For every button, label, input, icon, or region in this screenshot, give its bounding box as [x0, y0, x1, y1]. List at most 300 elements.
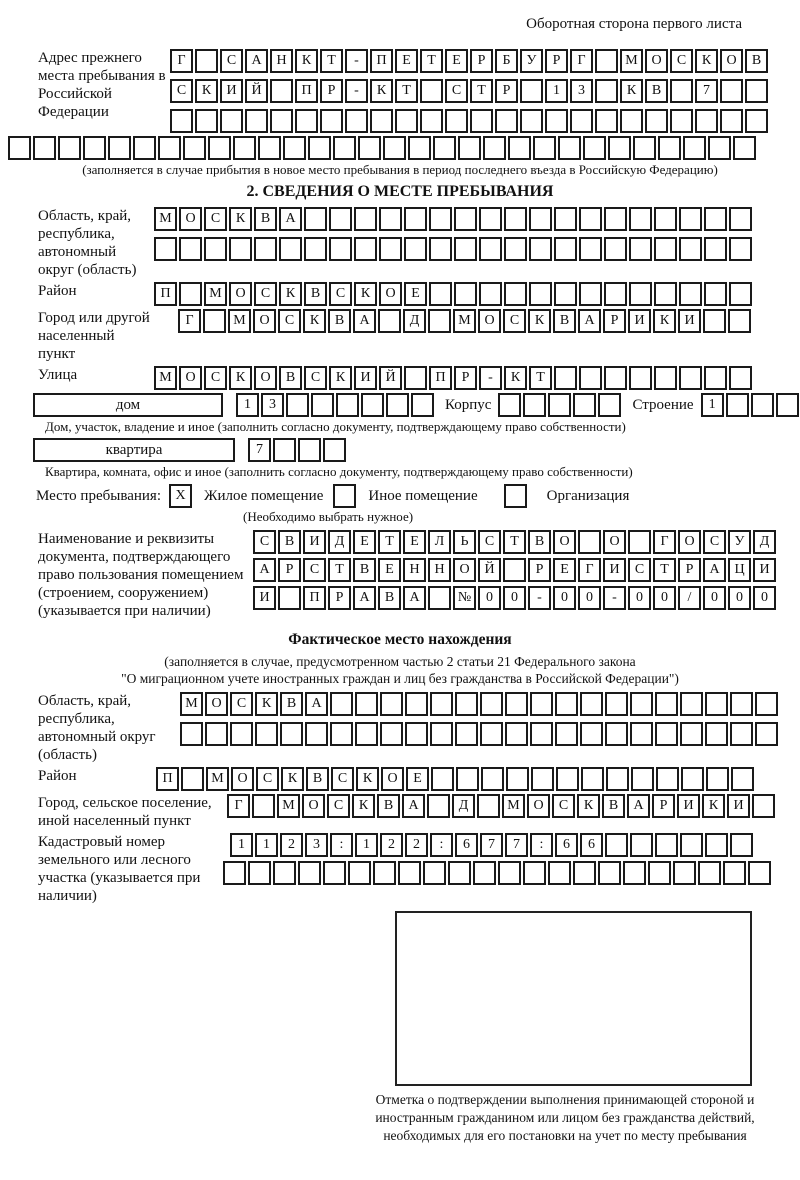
char-box: Е [395, 49, 418, 73]
char-box: С [304, 366, 327, 390]
char-box [320, 109, 343, 133]
char-box [380, 692, 403, 716]
char-box: Г [170, 49, 193, 73]
char-box [180, 722, 203, 746]
char-box: 1 [545, 79, 568, 103]
char-box [681, 767, 704, 791]
char-box: О [720, 49, 743, 73]
char-box: С [552, 794, 575, 818]
char-box [254, 237, 277, 261]
char-box: С [445, 79, 468, 103]
char-box: 1 [230, 833, 253, 857]
char-box [431, 767, 454, 791]
char-box [170, 109, 193, 133]
char-box [748, 861, 771, 885]
char-box [776, 393, 799, 417]
char-box: О [527, 794, 550, 818]
char-box: - [479, 366, 502, 390]
char-box: X [169, 484, 192, 508]
char-box [554, 282, 577, 306]
char-box [158, 136, 181, 160]
char-box [378, 309, 401, 333]
char-box: 3 [570, 79, 593, 103]
char-box: Н [270, 49, 293, 73]
document-label: Наименование и реквизиты документа, подтверждающего право пользования помещением (строением, сооружением) (указывается при наличии) [38, 531, 244, 619]
kvartira-field-label: квартира [33, 438, 235, 462]
char-box: 7 [480, 833, 503, 857]
char-box [323, 861, 346, 885]
kadastr-label: Кадастровый номер земельного или лесного участка (указывается при наличии) [38, 834, 201, 904]
char-box [558, 136, 581, 160]
char-box [354, 237, 377, 261]
char-box [395, 109, 418, 133]
char-box: С [331, 767, 354, 791]
char-box [708, 136, 731, 160]
char-box [529, 282, 552, 306]
kvartira-cells [248, 438, 348, 462]
char-box [195, 49, 218, 73]
char-box [379, 237, 402, 261]
char-box [295, 109, 318, 133]
char-box [583, 136, 606, 160]
factual-oblast-row-1 [180, 692, 780, 716]
char-box [429, 207, 452, 231]
char-box [354, 207, 377, 231]
char-box [579, 282, 602, 306]
char-box [133, 136, 156, 160]
char-box [204, 237, 227, 261]
char-box [752, 794, 775, 818]
char-box [729, 237, 752, 261]
char-box [745, 79, 768, 103]
char-box: Й [379, 366, 402, 390]
char-box [620, 109, 643, 133]
oblast-label: Область, край, республика, автономный округ (область) [38, 208, 137, 278]
char-box: Т [420, 49, 443, 73]
char-box [755, 722, 778, 746]
char-box [704, 237, 727, 261]
ulitsa-cells [154, 366, 754, 390]
raion-row [0, 282, 800, 306]
char-box: Р [328, 586, 351, 610]
char-box: Р [678, 558, 701, 582]
char-box [629, 207, 652, 231]
factual-gorod-row [0, 794, 800, 830]
char-box: С [204, 366, 227, 390]
char-box: 1 [255, 833, 278, 857]
char-box: К [255, 692, 278, 716]
char-box: С [628, 558, 651, 582]
char-box: А [403, 586, 426, 610]
char-box [704, 207, 727, 231]
char-box: Г [570, 49, 593, 73]
char-box: В [377, 794, 400, 818]
char-box [404, 207, 427, 231]
char-box: 6 [555, 833, 578, 857]
char-box: М [154, 207, 177, 231]
char-box: 7 [248, 438, 271, 462]
char-box [411, 393, 434, 417]
char-box: П [303, 586, 326, 610]
char-box: О [179, 366, 202, 390]
char-box: К [528, 309, 551, 333]
char-box: О [478, 309, 501, 333]
char-box: В [353, 558, 376, 582]
char-box [404, 366, 427, 390]
char-box [578, 530, 601, 554]
prev-address-row-3 [170, 109, 770, 133]
char-box [654, 237, 677, 261]
char-box: У [728, 530, 751, 554]
char-box [195, 109, 218, 133]
mesto-option-zhiloe: Жилое помещение [204, 487, 324, 504]
char-box [454, 207, 477, 231]
char-box: А [279, 207, 302, 231]
mesto-checkbox-zhiloe [169, 484, 194, 508]
char-box: М [228, 309, 251, 333]
char-box: Д [328, 530, 351, 554]
char-box [658, 136, 681, 160]
char-box: И [354, 366, 377, 390]
dom-field-label: дом [33, 393, 223, 417]
char-box [448, 861, 471, 885]
char-box [503, 558, 526, 582]
char-box: И [678, 309, 701, 333]
char-box: 0 [503, 586, 526, 610]
oblast-row-2 [154, 237, 754, 261]
kadastr-rows [230, 833, 773, 885]
char-box [654, 282, 677, 306]
char-box: О [381, 767, 404, 791]
char-box [304, 207, 327, 231]
char-box: К [229, 207, 252, 231]
char-box: Г [578, 558, 601, 582]
factual-note-2: "О миграционном учете иностранных граждан и лиц без гражданства в Российской Федерации") [121, 671, 679, 686]
char-box [545, 109, 568, 133]
factual-notes [0, 653, 800, 687]
char-box: И [628, 309, 651, 333]
char-box [283, 136, 306, 160]
char-box: О [231, 767, 254, 791]
char-box [430, 722, 453, 746]
char-box: М [502, 794, 525, 818]
char-box: В [280, 692, 303, 716]
char-box: 0 [628, 586, 651, 610]
char-box: Г [653, 530, 676, 554]
char-box [305, 722, 328, 746]
char-box: Т [529, 366, 552, 390]
char-box: О [553, 530, 576, 554]
char-box [608, 136, 631, 160]
raion-label: Район [38, 283, 77, 299]
char-box: С [327, 794, 350, 818]
char-box [373, 861, 396, 885]
char-box: : [430, 833, 453, 857]
char-box [279, 237, 302, 261]
char-box [604, 207, 627, 231]
char-box [529, 207, 552, 231]
char-box: 2 [280, 833, 303, 857]
char-box [203, 309, 226, 333]
char-box: С [503, 309, 526, 333]
char-box: Г [178, 309, 201, 333]
prev-address-row-2 [170, 79, 770, 103]
char-box: Е [404, 282, 427, 306]
document-row-3 [253, 586, 778, 610]
char-box [408, 136, 431, 160]
char-box: Р [495, 79, 518, 103]
char-box: Л [428, 530, 451, 554]
char-box [379, 207, 402, 231]
factual-oblast-row [0, 692, 800, 764]
char-box [728, 309, 751, 333]
char-box [733, 136, 756, 160]
char-box: 1 [236, 393, 259, 417]
mesto-option-inoe: Иное помещение [368, 487, 478, 504]
char-box: А [253, 558, 276, 582]
char-box [504, 282, 527, 306]
char-box: 2 [380, 833, 403, 857]
char-box [705, 833, 728, 857]
char-box [698, 861, 721, 885]
char-box [680, 722, 703, 746]
char-box: Й [478, 558, 501, 582]
char-box [83, 136, 106, 160]
char-box [252, 794, 275, 818]
char-box: С [170, 79, 193, 103]
char-box [445, 109, 468, 133]
char-box: В [602, 794, 625, 818]
char-box: О [302, 794, 325, 818]
oblast-rows [154, 207, 754, 261]
char-box: О [379, 282, 402, 306]
char-box [404, 237, 427, 261]
char-box [595, 79, 618, 103]
mesto-prebyvaniya-row [36, 484, 800, 508]
char-box: Т [653, 558, 676, 582]
char-box [336, 393, 359, 417]
factual-oblast-label: Область, край, республика, автономный округ (область) [38, 693, 156, 763]
char-box [670, 79, 693, 103]
dom-cells [236, 393, 436, 417]
char-box: Р [603, 309, 626, 333]
char-box [730, 833, 753, 857]
mesto-note: (Необходимо выбрать нужное) [243, 509, 414, 524]
char-box [595, 49, 618, 73]
char-box [258, 136, 281, 160]
char-box: К [329, 366, 352, 390]
char-box [208, 136, 231, 160]
char-box: К [504, 366, 527, 390]
char-box: М [180, 692, 203, 716]
char-box: Б [495, 49, 518, 73]
factual-oblast-rows [180, 692, 780, 746]
char-box [8, 136, 31, 160]
char-box [108, 136, 131, 160]
char-box: Ь [453, 530, 476, 554]
char-box: С [278, 309, 301, 333]
char-box [470, 109, 493, 133]
oblast-row-1 [154, 207, 754, 231]
char-box [33, 136, 56, 160]
char-box: О [603, 530, 626, 554]
char-box [530, 722, 553, 746]
char-box [604, 237, 627, 261]
char-box [745, 109, 768, 133]
char-box [429, 237, 452, 261]
char-box: 6 [580, 833, 603, 857]
char-box [703, 309, 726, 333]
char-box [605, 692, 628, 716]
char-box [729, 282, 752, 306]
char-box: М [620, 49, 643, 73]
factual-gorod-label: Город, сельское поселение, иной населенный пункт [38, 795, 212, 829]
char-box [273, 861, 296, 885]
char-box: О [229, 282, 252, 306]
char-box: В [378, 586, 401, 610]
char-box [355, 722, 378, 746]
char-box: Р [528, 558, 551, 582]
mesto-checkbox-inoe [333, 484, 358, 508]
char-box [529, 237, 552, 261]
char-box [598, 393, 621, 417]
char-box [723, 861, 746, 885]
char-box: С [329, 282, 352, 306]
char-box: Ц [728, 558, 751, 582]
gorod-cells [178, 309, 753, 333]
char-box [581, 767, 604, 791]
char-box: Т [470, 79, 493, 103]
char-box [573, 861, 596, 885]
char-box [345, 109, 368, 133]
char-box: 0 [578, 586, 601, 610]
char-box: И [303, 530, 326, 554]
char-box [480, 722, 503, 746]
char-box [405, 692, 428, 716]
char-box [329, 207, 352, 231]
char-box: Т [378, 530, 401, 554]
char-box: М [453, 309, 476, 333]
char-box [255, 722, 278, 746]
char-box [630, 692, 653, 716]
char-box: П [154, 282, 177, 306]
char-box [311, 393, 334, 417]
char-box: Р [320, 79, 343, 103]
char-box [333, 136, 356, 160]
char-box [505, 722, 528, 746]
char-box: Т [328, 558, 351, 582]
char-box [680, 833, 703, 857]
document-row-1 [253, 530, 778, 554]
korpus-label: Корпус [445, 397, 492, 413]
stroenie-label: Строение [632, 397, 694, 413]
factual-raion-label: Район [38, 768, 77, 784]
char-box: А [353, 309, 376, 333]
char-box [358, 136, 381, 160]
char-box: Е [553, 558, 576, 582]
char-box: С [253, 530, 276, 554]
char-box: К [695, 49, 718, 73]
char-box: Р [278, 558, 301, 582]
char-box [477, 794, 500, 818]
char-box: В [278, 530, 301, 554]
char-box [729, 207, 752, 231]
char-box [704, 282, 727, 306]
char-box: Е [445, 49, 468, 73]
document-section [0, 530, 800, 620]
char-box: К [620, 79, 643, 103]
char-box [308, 136, 331, 160]
ulitsa-label: Улица [38, 367, 78, 383]
char-box: 0 [753, 586, 776, 610]
char-box: Т [320, 49, 343, 73]
kadastr-row-1 [230, 833, 773, 857]
char-box [655, 833, 678, 857]
char-box: В [279, 366, 302, 390]
factual-raion-row [0, 767, 800, 791]
prev-address-row-4 [8, 136, 800, 160]
char-box [629, 366, 652, 390]
char-box [706, 767, 729, 791]
char-box: 0 [703, 586, 726, 610]
char-box: К [279, 282, 302, 306]
char-box: 0 [553, 586, 576, 610]
char-box [630, 722, 653, 746]
char-box: Д [403, 309, 426, 333]
char-box [405, 722, 428, 746]
char-box [570, 109, 593, 133]
char-box [755, 692, 778, 716]
char-box [730, 692, 753, 716]
char-box [273, 438, 296, 462]
char-box: О [645, 49, 668, 73]
char-box [398, 861, 421, 885]
char-box [554, 207, 577, 231]
char-box [679, 282, 702, 306]
char-box: С [220, 49, 243, 73]
char-box [483, 136, 506, 160]
ulitsa-row [0, 366, 800, 390]
char-box: И [677, 794, 700, 818]
char-box: Е [403, 530, 426, 554]
char-box [679, 366, 702, 390]
char-box [361, 393, 384, 417]
char-box [433, 136, 456, 160]
char-box [223, 861, 246, 885]
char-box [629, 237, 652, 261]
char-box [456, 767, 479, 791]
char-box: К [352, 794, 375, 818]
char-box [304, 237, 327, 261]
char-box [58, 136, 81, 160]
char-box: В [306, 767, 329, 791]
char-box [329, 237, 352, 261]
char-box: М [277, 794, 300, 818]
char-box [595, 109, 618, 133]
char-box [606, 767, 629, 791]
char-box [679, 237, 702, 261]
char-box [556, 767, 579, 791]
char-box [520, 109, 543, 133]
char-box [298, 438, 321, 462]
char-box: Н [403, 558, 426, 582]
stamp-caption: Отметка о подтверждении выполнения принимающей стороной и иностранным гражданином или лицом без гражданства действий, необходимых для его постановки на учет по месту пребывания [375, 1092, 755, 1143]
char-box [730, 722, 753, 746]
char-box: : [530, 833, 553, 857]
char-box [531, 767, 554, 791]
char-box [428, 586, 451, 610]
char-box: А [402, 794, 425, 818]
